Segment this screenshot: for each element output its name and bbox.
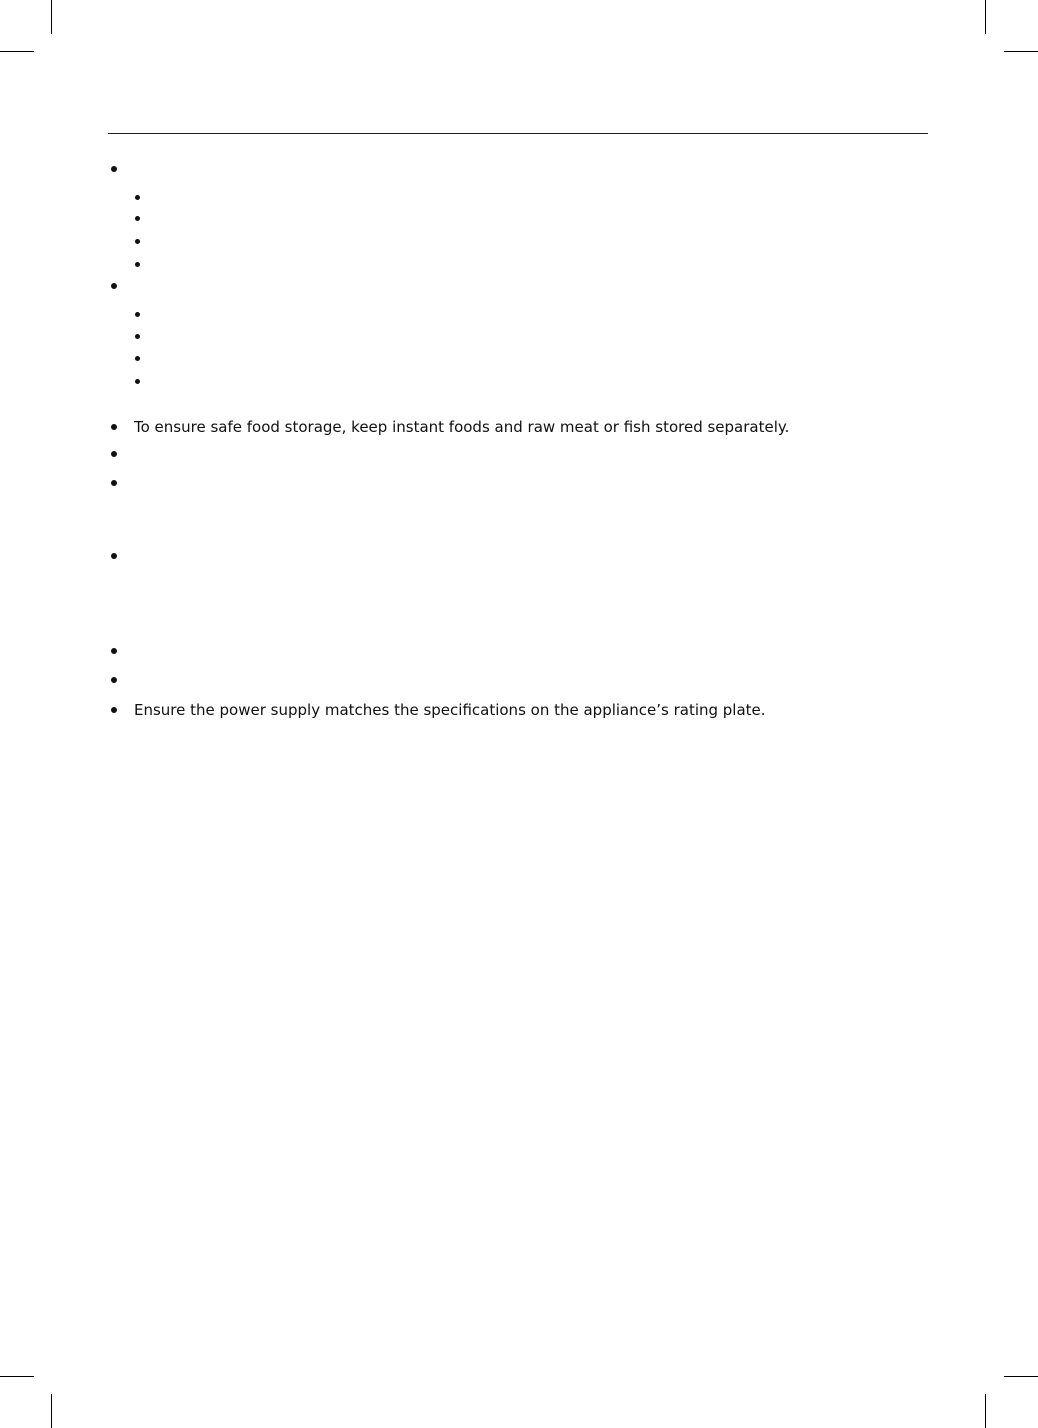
list-item-power-supply: Ensure the power supply matches the specifications on the appliance’s rating plate. [134, 701, 766, 719]
bullet-icon [111, 283, 117, 289]
list-item-safe-storage: To ensure safe food storage, keep instant foods and raw meat or fish stored separately. [134, 418, 790, 436]
bullet-icon [111, 707, 117, 713]
crop-mark-top-right-horizontal [1004, 51, 1038, 52]
sub-bullet-icon [135, 312, 140, 317]
sub-bullet-icon [135, 216, 140, 221]
sub-bullet-icon [135, 379, 140, 384]
crop-mark-bottom-right-horizontal [1004, 1376, 1038, 1377]
bullet-icon [111, 648, 117, 654]
crop-mark-bottom-left-horizontal [0, 1376, 34, 1377]
crop-mark-top-right-vertical [985, 0, 986, 34]
bullet-icon [111, 553, 117, 559]
bullet-icon [111, 424, 117, 430]
sub-bullet-icon [135, 262, 140, 267]
sub-bullet-icon [135, 334, 140, 339]
header-rule [108, 133, 928, 134]
crop-mark-top-left-vertical [51, 0, 52, 34]
bullet-icon [111, 451, 117, 457]
crop-mark-bottom-left-vertical [51, 1394, 52, 1428]
bullet-icon [111, 166, 117, 172]
sub-bullet-icon [135, 356, 140, 361]
sub-bullet-icon [135, 239, 140, 244]
bullet-icon [111, 480, 117, 486]
crop-mark-bottom-right-vertical [985, 1394, 986, 1428]
sub-bullet-icon [135, 195, 140, 200]
bullet-icon [111, 677, 117, 683]
crop-mark-top-left-horizontal [0, 51, 34, 52]
